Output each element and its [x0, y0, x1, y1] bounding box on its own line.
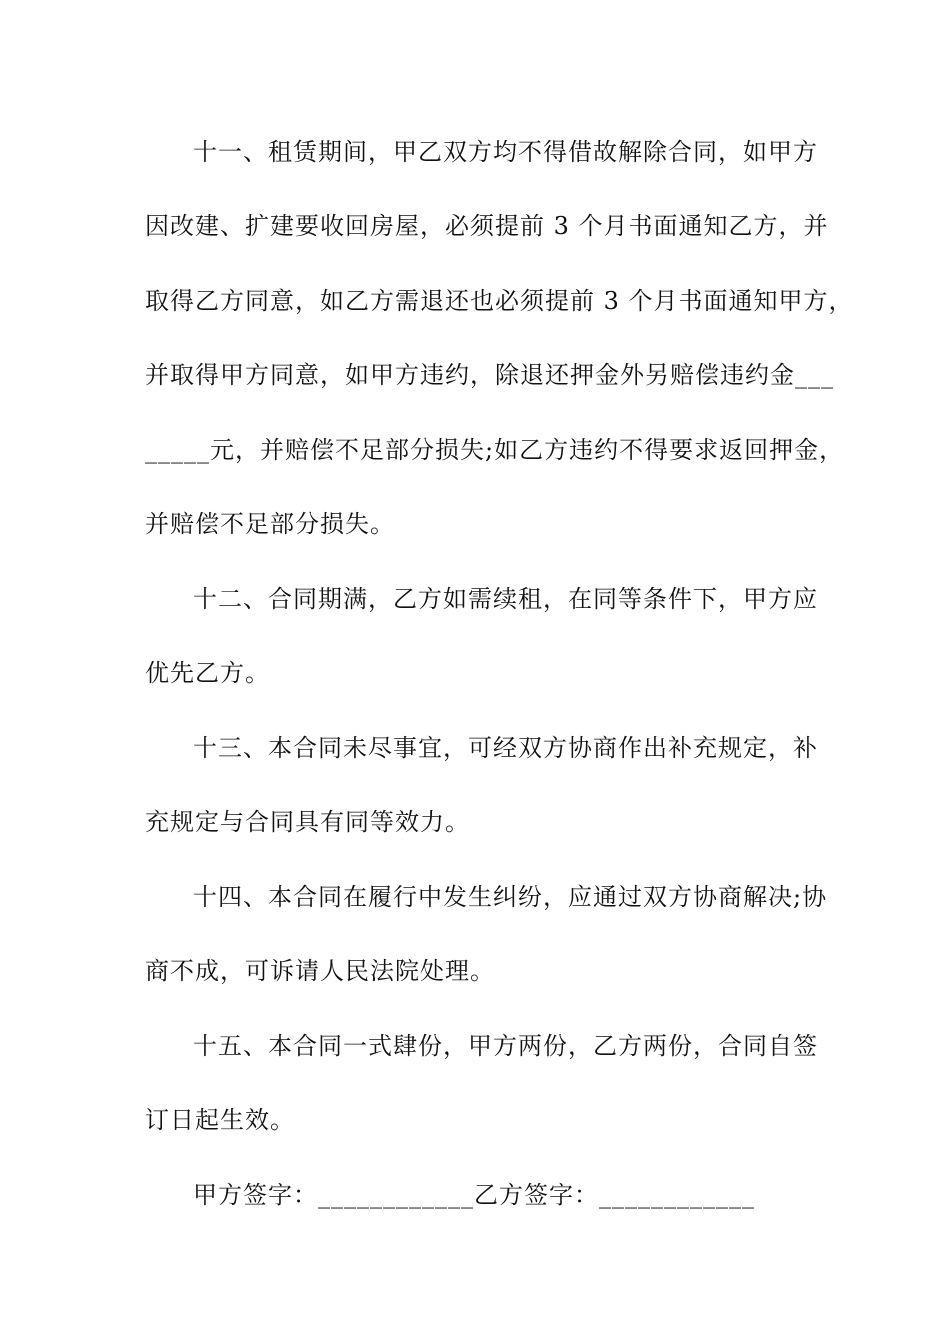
clause-11-line-3: 取得乙方同意，如乙方需退还也必须提前 3 个月书面通知甲方，	[145, 287, 854, 315]
clause-15-line-2: 订日起生效。	[145, 1106, 295, 1134]
clause-11-line-2: 因改建、扩建要收回房屋，必须提前 3 个月书面通知乙方，并	[145, 212, 829, 240]
clause-14-line-1: 十四、本合同在履行中发生纠纷，应通过双方协商解决;协	[193, 883, 828, 911]
clause-11-line-5: _____元，并赔偿不足部分损失;如乙方违约不得要求返回押金，	[145, 436, 845, 464]
clause-15-line-1: 十五、本合同一式肆份，甲方两份，乙方两份，合同自签	[193, 1032, 818, 1060]
clause-13-line-2: 充规定与合同具有同等效力。	[145, 808, 470, 836]
clause-14-line-2: 商不成，可诉请人民法院处理。	[145, 957, 495, 985]
signature-line: 甲方签字：____________乙方签字：____________	[193, 1181, 755, 1209]
clause-11-line-6: 并赔偿不足部分损失。	[145, 510, 395, 538]
clause-11-line-1: 十一、租赁期间，甲乙双方均不得借故解除合同，如甲方	[193, 138, 818, 166]
clause-13-line-1: 十三、本合同未尽事宜，可经双方协商作出补充规定，补	[193, 734, 818, 762]
clause-11-line-4: 并取得甲方同意，如甲方违约，除退还押金外另赔偿违约金___	[145, 361, 834, 389]
clause-12-line-2: 优先乙方。	[145, 659, 270, 687]
clause-12-line-1: 十二、合同期满，乙方如需续租，在同等条件下，甲方应	[193, 585, 818, 613]
